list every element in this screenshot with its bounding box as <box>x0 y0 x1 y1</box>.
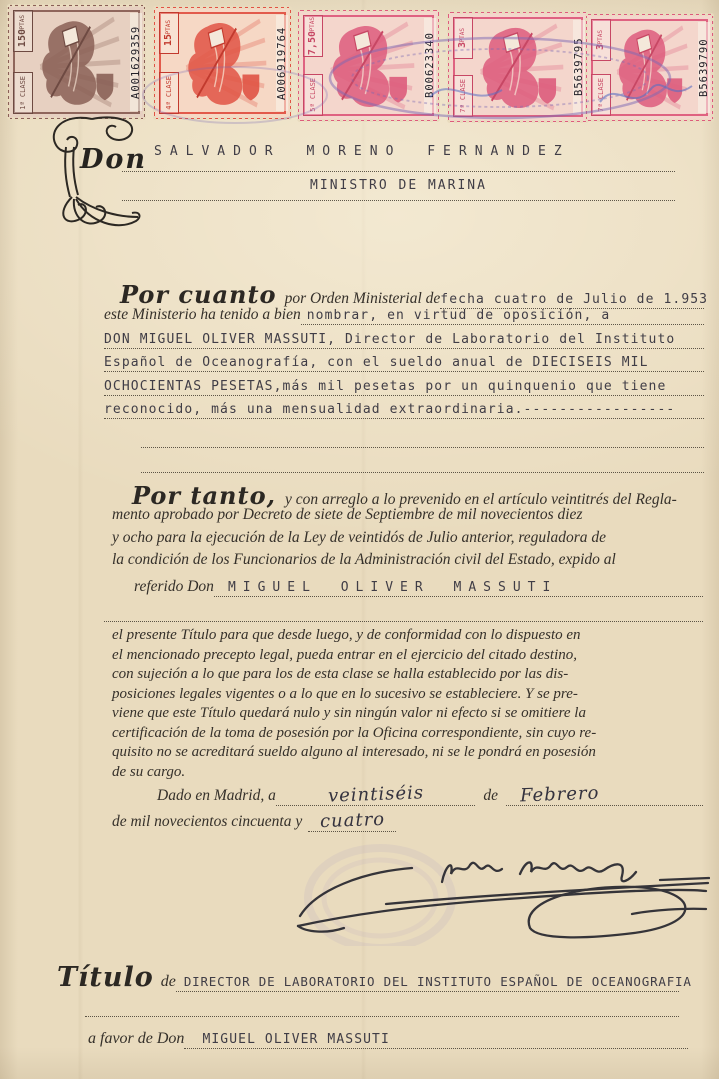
por-cuanto-row-2 <box>104 306 704 330</box>
por-cuanto-row-1 <box>104 280 709 309</box>
printed-text: a favor de Don <box>88 1030 185 1047</box>
printed-text: de mil novecientos cincuenta y <box>112 813 303 830</box>
por-tanto-row-1 <box>112 481 705 510</box>
por-cuanto-row-3 <box>104 330 704 354</box>
stamp-class-label: 1ª CLASE <box>18 76 27 110</box>
printed-text: Dado en Madrid, a <box>157 787 276 804</box>
stamp-currency: PTAS <box>597 29 604 45</box>
blank-ruled-line <box>141 424 704 449</box>
por-cuanto-row-6 <box>104 400 704 424</box>
clause-line: de su cargo. <box>112 763 186 780</box>
printed-text: este Ministerio ha tenido a bien <box>104 306 301 323</box>
tax-stamp-1 <box>8 5 145 119</box>
stamp-value <box>591 19 611 61</box>
tax-stamp-4 <box>448 12 588 122</box>
handwritten-year-fill <box>308 810 396 832</box>
handwritten-day-fill <box>276 784 476 806</box>
stamp-class <box>591 74 611 116</box>
signature <box>292 836 710 946</box>
printed-text: la condición de los Funcionarios de la Administración civil del Estado, expido al <box>112 551 616 568</box>
typed-text: nombrar, en virtud de oposición, a <box>306 308 611 323</box>
titulo-row <box>57 962 692 994</box>
stamp-value <box>13 10 33 52</box>
favor-row <box>88 1030 688 1049</box>
por-cuanto-row-4 <box>104 353 704 377</box>
allegory-figure-icon <box>176 15 267 111</box>
don-script-label: Don <box>80 144 148 175</box>
stamp-serial-number: B5639795 <box>573 20 585 114</box>
blank-ruled-line <box>141 448 704 473</box>
clause-line: el mencionado precepto legal, pueda entrar en el ejercicio del citado destino, <box>112 646 578 663</box>
stamp-class-label: 7ª CLASE <box>596 78 605 112</box>
typed-fill <box>104 353 704 372</box>
typed-text: fecha cuatro de Julio de 1.953 <box>440 292 709 307</box>
printed-text: referido Don <box>134 578 214 595</box>
favor-typed: MIGUEL OLIVER MASSUTI <box>202 1032 390 1047</box>
stamp-currency: PTAS <box>309 16 316 32</box>
referido-row <box>134 578 703 601</box>
tax-stamp-2 <box>154 7 291 119</box>
stamp-serial-number: B5639790 <box>698 22 710 113</box>
stamp-value <box>453 17 473 59</box>
stamp-class <box>13 72 33 114</box>
printed-text: mento aprobado por Decreto de siete de Septiembre de mil novecientos diez <box>112 506 583 523</box>
handwritten-month: Febrero <box>519 782 600 807</box>
recipient-name-line <box>122 144 675 172</box>
titulo-typed: DIRECTOR DE LABORATORIO DEL INSTITUTO ESPAÑOL DE OCEANOGRAFIA <box>183 974 692 989</box>
tax-stamps-row <box>8 5 713 125</box>
stamp-class-label: 4ª CLASE <box>164 76 173 110</box>
dado-line-1 <box>112 784 703 805</box>
clause-paragraph <box>112 627 705 783</box>
titulo-lead: Título <box>57 962 154 993</box>
stamp-serial-number: B00623340 <box>424 18 436 113</box>
stamp-currency: PTAS <box>19 14 26 30</box>
printed-text: de <box>160 973 176 990</box>
handwritten-year: cuatro <box>319 808 386 833</box>
stamp-class <box>303 74 323 116</box>
stamp-value-number: 3 <box>595 44 606 51</box>
por-tanto-section <box>112 481 705 574</box>
stamp-class-label: 5ª CLASE <box>308 78 317 112</box>
divider-ruled-line <box>104 612 703 622</box>
stamp-value <box>303 15 323 57</box>
typed-text: OCHOCIENTAS PESETAS,más mil pesetas por un quinquenio que tiene <box>104 378 667 394</box>
tax-stamp-5 <box>586 14 713 121</box>
role-title: MINISTRO DE MARINA <box>310 178 487 193</box>
handwritten-day: veintiséis <box>327 782 424 807</box>
role-line <box>122 176 675 201</box>
allegory-figure-icon <box>608 22 689 113</box>
por-tanto-lead: Por tanto, <box>132 481 276 510</box>
typed-text: DON MIGUEL OLIVER MASSUTI, Director de Laboratorio del Instituto <box>104 331 676 347</box>
typed-fill <box>184 1030 688 1049</box>
allegory-figure-icon <box>470 20 564 114</box>
stamp-class <box>159 72 179 114</box>
stamp-value-number: 7,50 <box>307 31 318 56</box>
clause-line: certificación de la toma de posesión por la Oficina correspondiente, sin cuyo re- <box>112 724 597 741</box>
clause-line: el presente Título para que desde luego, y de conformidad con lo dispuesto en <box>112 627 581 643</box>
por-cuanto-lead: Por cuanto <box>120 280 277 309</box>
stamp-class <box>453 75 473 117</box>
allegory-figure-icon <box>30 13 121 111</box>
typed-text: MIGUEL OLIVER MASSUTI <box>227 580 558 595</box>
stamp-value-number: 3 <box>457 42 468 49</box>
stamp-class-label: 7ª CLASE <box>458 79 467 113</box>
blank-ruled-line <box>85 1008 679 1017</box>
clause-line: posiciones legales vigentes o a lo que en lo sucesivo se estableciere. Y se pre- <box>112 685 578 702</box>
typed-text: reconocido, más una mensualidad extraordinaria.----------------- <box>104 402 676 417</box>
por-cuanto-row-5 <box>104 377 704 401</box>
typed-fill <box>301 306 704 325</box>
clause-line: viene que este Título quedará nulo y sin ningún valor ni efecto si se omitiere la <box>112 705 586 721</box>
typed-fill <box>104 377 704 396</box>
printed-text: de <box>483 787 499 804</box>
typed-text: Español de Oceanografía, con el sueldo anual de DIECISEIS MIL <box>104 355 649 370</box>
tax-stamp-3 <box>298 10 439 121</box>
typed-fill <box>104 400 704 419</box>
printed-text: por Orden Ministerial de <box>284 290 441 307</box>
por-cuanto-section <box>104 280 709 473</box>
clause-line: quisito no se acreditará sueldo alguno al interesado, ni se le pondrá en posesión <box>112 744 596 760</box>
stamp-serial-number: A001629359 <box>130 13 142 111</box>
stamp-serial-number: A006919764 <box>276 15 288 111</box>
typed-fill <box>176 973 692 992</box>
stamp-value-number: 15 <box>163 34 174 47</box>
typed-fill <box>214 578 703 597</box>
stamp-currency: PTAS <box>165 19 172 35</box>
handwritten-month-fill <box>506 784 703 806</box>
stamp-value-number: 150 <box>17 29 28 48</box>
typed-fill <box>104 330 704 349</box>
printed-text: y con arreglo a lo prevenido en el artículo veintitrés del Regla- <box>284 491 677 508</box>
printed-text: y ocho para la ejecución de la Ley de veintidós de Julio anterior, reguladora de <box>112 528 607 546</box>
dado-line-2 <box>112 810 703 831</box>
stamp-currency: PTAS <box>459 27 466 43</box>
clause-line: con sujeción a lo que para los de esta clase se halla establecido por las dis- <box>112 666 569 682</box>
recipient-name: SALVADOR MORENO FERNANDEZ <box>154 144 570 159</box>
allegory-figure-icon <box>320 18 415 113</box>
stamp-value <box>159 12 179 54</box>
